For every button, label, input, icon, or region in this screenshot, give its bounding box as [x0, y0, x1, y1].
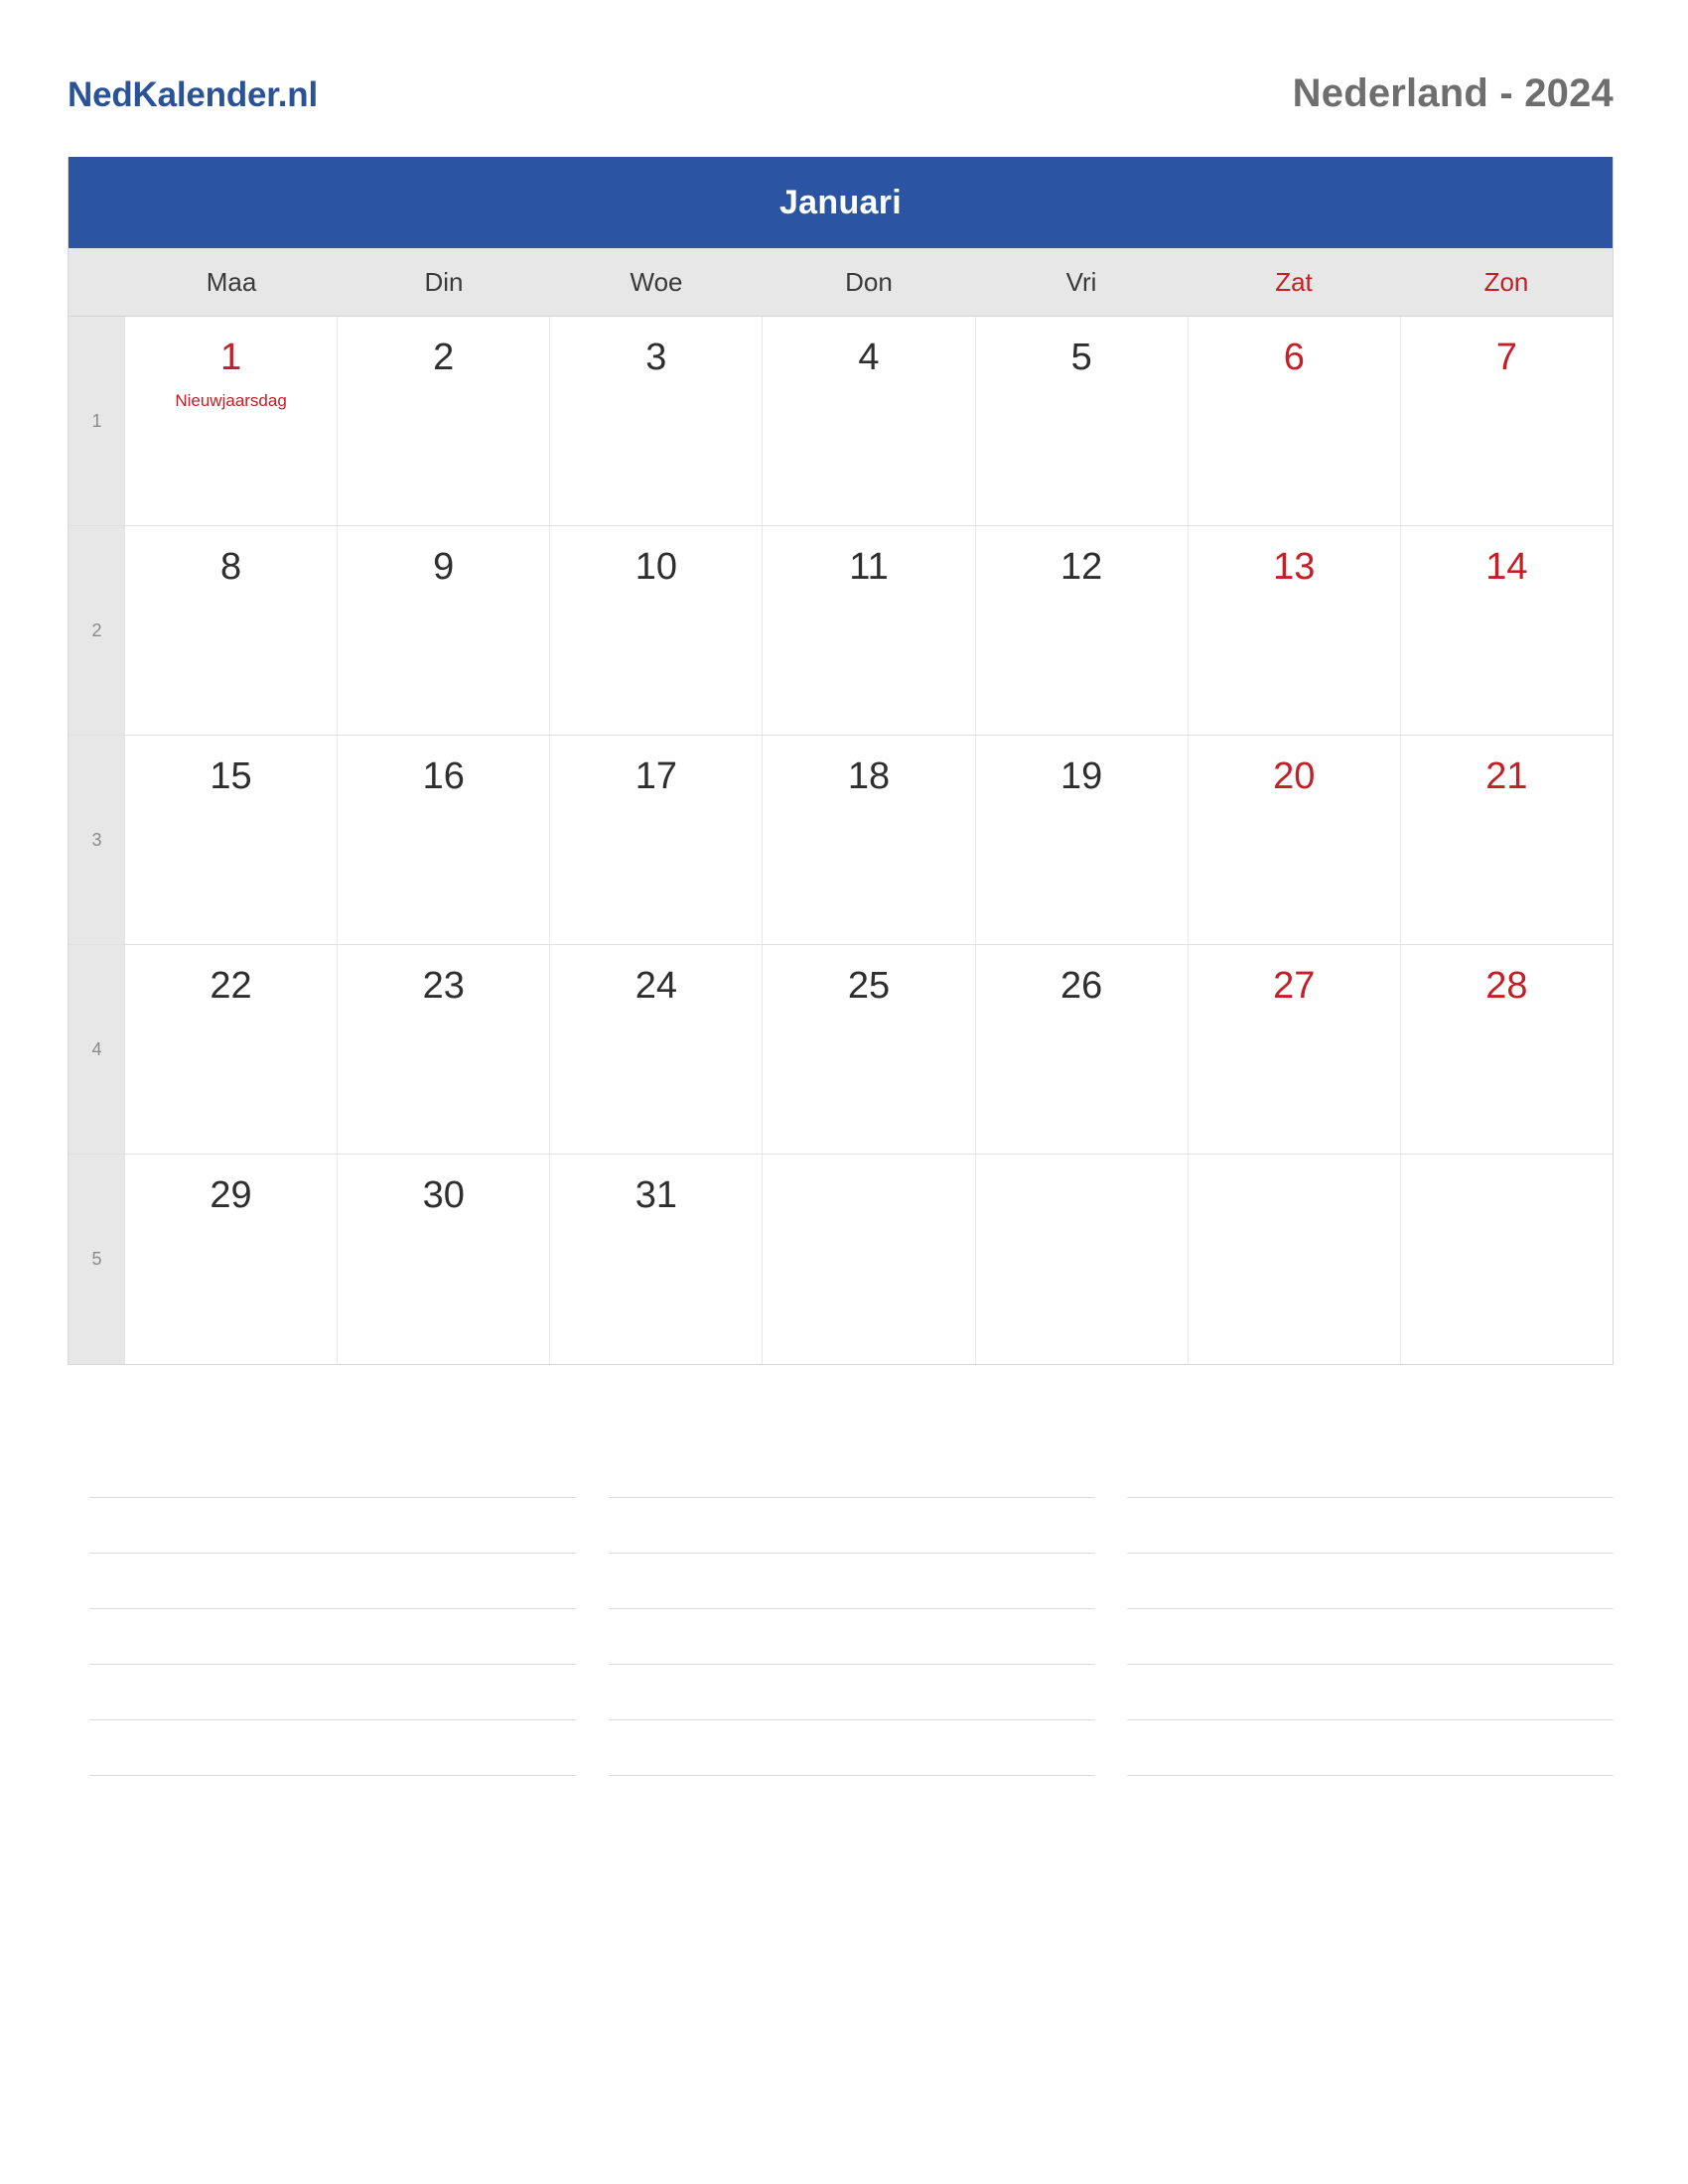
day-cell[interactable] — [125, 1155, 338, 1364]
weekday-vri: Vri — [1065, 267, 1097, 297]
week-number: 4 — [69, 945, 125, 1154]
day-number: 9 — [433, 546, 455, 588]
weekday-header-row — [69, 248, 1613, 317]
day-number: 27 — [1273, 965, 1316, 1007]
day-cell[interactable] — [1189, 526, 1401, 735]
weekday-zat: Zat — [1275, 267, 1313, 297]
day-number: 10 — [634, 546, 677, 588]
weekday-woe: Woe — [630, 267, 683, 297]
day-cell[interactable] — [338, 526, 550, 735]
day-cell[interactable] — [550, 736, 763, 944]
day-number: 25 — [847, 965, 891, 1007]
day-number: 12 — [1059, 546, 1103, 588]
day-cell[interactable] — [125, 526, 338, 735]
day-cell[interactable] — [976, 317, 1189, 525]
calendar-table — [68, 157, 1614, 1365]
day-number: 30 — [422, 1174, 465, 1216]
day-number: 8 — [220, 546, 242, 588]
day-number: 28 — [1485, 965, 1528, 1007]
day-cell[interactable] — [763, 526, 975, 735]
day-cell-empty — [763, 1155, 975, 1364]
week-row — [69, 1155, 1613, 1364]
day-cell[interactable] — [1401, 736, 1613, 944]
week-row — [69, 945, 1613, 1155]
note-line[interactable] — [609, 1720, 1095, 1776]
weeknumber-header-cell — [69, 248, 125, 316]
page-title: Nederland - 2024 — [1292, 71, 1614, 115]
weekday-zon: Zon — [1483, 267, 1529, 297]
day-cell-empty — [1189, 1155, 1401, 1364]
week-number: 5 — [69, 1155, 125, 1364]
note-line[interactable] — [89, 1720, 576, 1776]
note-line[interactable] — [609, 1665, 1095, 1720]
day-cell-empty — [1401, 1155, 1613, 1364]
week-row — [69, 526, 1613, 736]
note-line[interactable] — [609, 1442, 1095, 1498]
day-cell-empty — [976, 1155, 1189, 1364]
note-line[interactable] — [1127, 1442, 1614, 1498]
note-line[interactable] — [89, 1609, 576, 1665]
day-number: 2 — [433, 337, 455, 378]
site-brand[interactable]: NedKalender.nl — [68, 75, 318, 114]
day-cell[interactable] — [976, 526, 1189, 735]
day-cell[interactable] — [125, 945, 338, 1154]
day-cell[interactable] — [338, 736, 550, 944]
day-number: 17 — [634, 755, 677, 797]
page-header — [0, 0, 1688, 116]
notes-column — [609, 1442, 1095, 1776]
note-line[interactable] — [89, 1498, 576, 1554]
day-number: 6 — [1283, 337, 1305, 378]
day-number: 24 — [634, 965, 677, 1007]
day-cell[interactable] — [1401, 317, 1613, 525]
day-number: 26 — [1059, 965, 1103, 1007]
weekday-don: Don — [845, 267, 893, 297]
week-number: 1 — [69, 317, 125, 525]
day-cell[interactable] — [1189, 317, 1401, 525]
day-number: 13 — [1273, 546, 1316, 588]
day-number: 14 — [1485, 546, 1528, 588]
day-cell[interactable] — [125, 317, 338, 525]
note-line[interactable] — [1127, 1554, 1614, 1609]
day-number: 16 — [422, 755, 465, 797]
day-cell[interactable] — [763, 945, 975, 1154]
day-number: 15 — [210, 755, 252, 797]
day-cell[interactable] — [1401, 526, 1613, 735]
day-cell[interactable] — [338, 317, 550, 525]
day-cell[interactable] — [976, 736, 1189, 944]
day-cell[interactable] — [550, 317, 763, 525]
note-line[interactable] — [609, 1554, 1095, 1609]
day-cell[interactable] — [550, 945, 763, 1154]
day-cell[interactable] — [763, 317, 975, 525]
notes-column — [89, 1442, 576, 1776]
day-number: 20 — [1273, 755, 1316, 797]
day-cell[interactable] — [1189, 736, 1401, 944]
day-number: 19 — [1059, 755, 1103, 797]
week-row — [69, 317, 1613, 526]
note-line[interactable] — [1127, 1665, 1614, 1720]
day-cell[interactable] — [763, 736, 975, 944]
day-number: 29 — [210, 1174, 252, 1216]
note-line[interactable] — [609, 1498, 1095, 1554]
day-number: 7 — [1495, 337, 1517, 378]
day-cell[interactable] — [338, 1155, 550, 1364]
weekday-din: Din — [424, 267, 464, 297]
day-event: Nieuwjaarsdag — [175, 391, 287, 410]
day-cell[interactable] — [550, 1155, 763, 1364]
day-cell[interactable] — [338, 945, 550, 1154]
day-number: 23 — [422, 965, 465, 1007]
weekday-maa: Maa — [206, 267, 257, 297]
day-number: 1 — [220, 337, 242, 378]
notes-area — [89, 1442, 1614, 1776]
day-cell[interactable] — [1189, 945, 1401, 1154]
day-cell[interactable] — [976, 945, 1189, 1154]
day-number: 11 — [849, 546, 889, 588]
day-number: 21 — [1485, 755, 1528, 797]
week-number: 2 — [69, 526, 125, 735]
day-number: 3 — [645, 337, 667, 378]
day-cell[interactable] — [1401, 945, 1613, 1154]
day-number: 4 — [858, 337, 880, 378]
day-cell[interactable] — [125, 736, 338, 944]
day-number: 5 — [1070, 337, 1092, 378]
note-line[interactable] — [1127, 1498, 1614, 1554]
day-number: 18 — [847, 755, 891, 797]
week-number: 3 — [69, 736, 125, 944]
month-title: Januari — [69, 157, 1613, 248]
note-line[interactable] — [1127, 1609, 1614, 1665]
note-line[interactable] — [89, 1665, 576, 1720]
notes-column — [1127, 1442, 1614, 1776]
day-number: 31 — [634, 1174, 677, 1216]
note-line[interactable] — [89, 1554, 576, 1609]
week-row — [69, 736, 1613, 945]
note-line[interactable] — [89, 1442, 576, 1498]
note-line[interactable] — [609, 1609, 1095, 1665]
day-number: 22 — [210, 965, 252, 1007]
note-line[interactable] — [1127, 1720, 1614, 1776]
day-cell[interactable] — [550, 526, 763, 735]
